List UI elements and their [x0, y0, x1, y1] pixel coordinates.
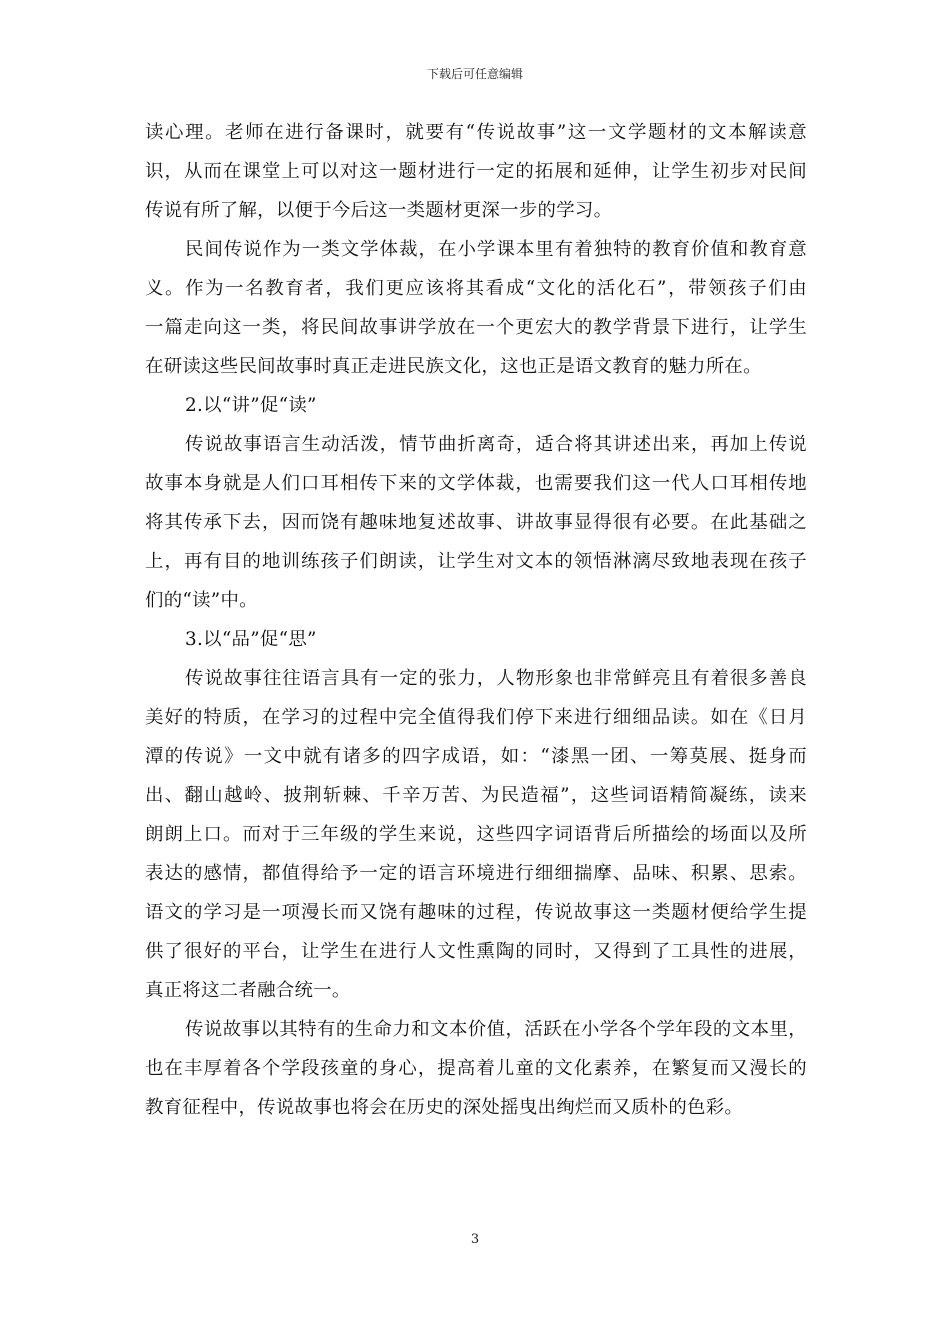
- text-line: 语文的学习是一项漫长而又饶有趣味的过程，传说故事这一类题材便给学生提: [145, 902, 807, 923]
- page-number: 3: [470, 1232, 480, 1247]
- text-line: 教育征程中，传说故事也将会在历史的深处摇曳出绚烂而又质朴的色彩。: [145, 1097, 744, 1118]
- text-line: 传说故事往往语言具有一定的张力，人物形象也非常鲜亮且有着很多善良: [185, 668, 807, 689]
- text-line: 表达的感情，都值得给予一定的语言环境进行细细揣摩、品味、积累、思索。: [145, 863, 807, 884]
- text-line: 义。作为一名教育者，我们更应该将其看成“文化的活化石”，带领孩子们由: [145, 278, 807, 299]
- text-line: 真正将这二者融合统一。: [145, 980, 351, 1001]
- document-body: [145, 113, 807, 1127]
- text-line: 读心理。老师在进行备课时，就要有“传说故事”这一文学题材的文本解读意: [145, 122, 807, 143]
- text-line: 故事本身就是人们口耳相传下来的文学体裁，也需要我们这一代人口耳相传地: [145, 473, 807, 494]
- text-line: 出、翻山越岭、披荆斩棘、千辛万苦、为民造福”，这些词语精简凝练，读来: [145, 785, 807, 806]
- text-line: 供了很好的平台，让学生在进行人文性熏陶的同时，又得到了工具性的进展，: [145, 941, 807, 962]
- section-heading: 3.以“品”促“思”: [185, 629, 317, 650]
- text-line: 传说故事以其特有的生命力和文本价值，活跃在小学各个学年段的文本里，: [185, 1019, 807, 1040]
- text-line: 美好的特质，在学习的过程中完全值得我们停下来进行细细品读。如在《日月: [145, 707, 807, 728]
- text-line: 在研读这些民间故事时真正走进民族文化，这也正是语文教育的魅力所在。: [145, 356, 762, 377]
- section-heading: 2.以“讲”促“读”: [185, 395, 317, 416]
- text-line: 上，再有目的地训练孩子们朗读，让学生对文本的领悟淋漓尽致地表现在孩子: [145, 551, 807, 572]
- text-line: 朗朗上口。而对于三年级的学生来说，这些四字词语背后所描绘的场面以及所: [145, 824, 807, 845]
- text-line: 民间传说作为一类文学体裁，在小学课本里有着独特的教育价值和教育意: [185, 239, 807, 260]
- page-header: 下载后可任意编辑: [426, 67, 523, 81]
- text-line: 识，从而在课堂上可以对这一题材进行一定的拓展和延伸，让学生初步对民间: [145, 161, 807, 182]
- text-line: 潭的传说》一文中就有诸多的四字成语，如：“漆黑一团、一筹莫展、挺身而: [145, 746, 807, 767]
- text-line: 传说故事语言生动活泼，情节曲折离奇，适合将其讲述出来，再加上传说: [185, 434, 807, 455]
- text-line: 将其传承下去，因而饶有趣味地复述故事、讲故事显得很有必要。在此基础之: [145, 512, 807, 533]
- text-line: 传说有所了解，以便于今后这一类题材更深一步的学习。: [145, 200, 613, 221]
- text-line: 们的“读”中。: [145, 590, 258, 611]
- text-line: 一篇走向这一类，将民间故事讲学放在一个更宏大的教学背景下进行，让学生: [145, 317, 807, 338]
- text-line: 也在丰厚着各个学段孩童的身心，提高着儿童的文化素养，在繁复而又漫长的: [145, 1058, 807, 1079]
